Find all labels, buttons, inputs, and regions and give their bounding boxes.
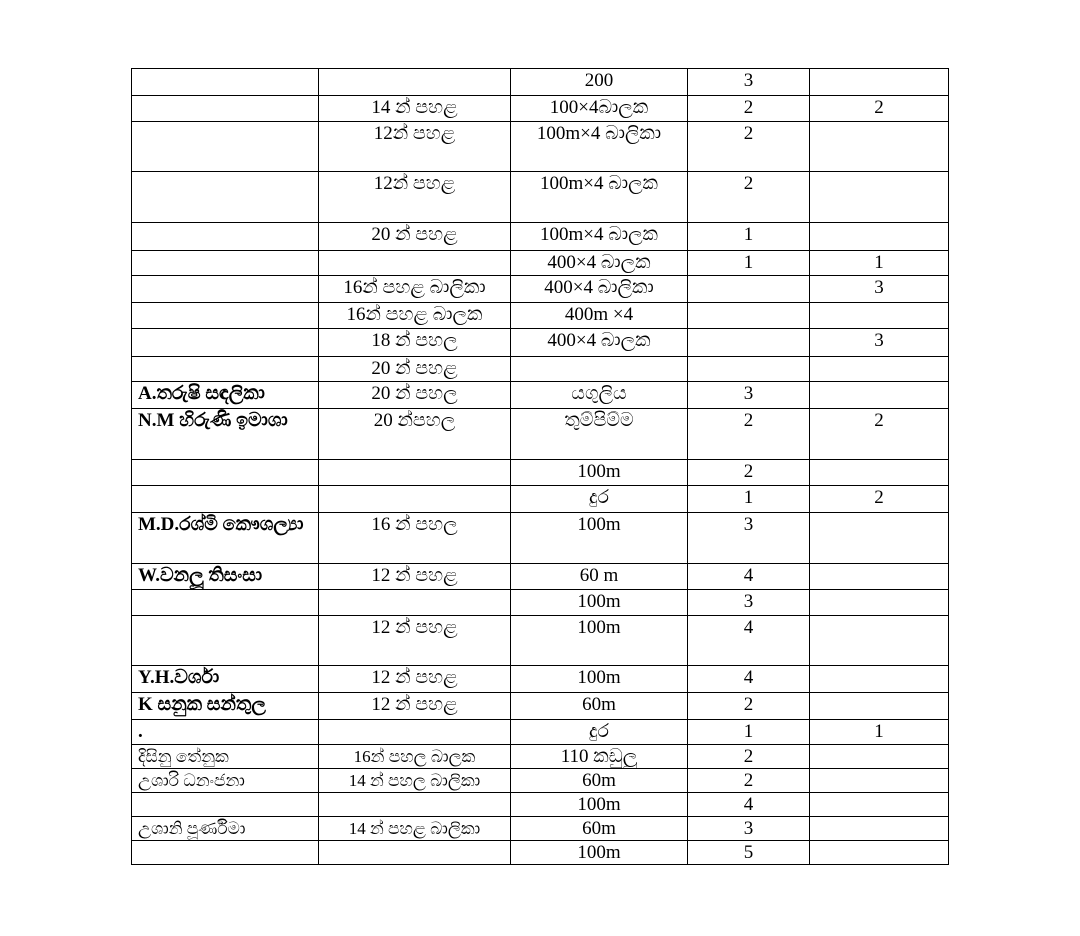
athlete-name-cell [132,460,319,486]
place-cell [688,303,810,329]
extra-place-cell [810,69,949,96]
age-group-cell: 16න් පහළ බාලිකා [319,276,511,303]
table-row [132,564,949,590]
extra-place-cell [810,564,949,590]
athlete-name-cell: K සනුක සන්තුල [132,693,319,720]
results-table-body [132,69,949,865]
extra-place-cell [810,122,949,172]
table-row [132,616,949,666]
place-cell: 4 [688,564,810,590]
place-cell: 3 [688,69,810,96]
event-cell: 100m [511,841,688,865]
extra-place-cell [810,616,949,666]
event-cell: 100m [511,590,688,616]
age-group-cell [319,69,511,96]
event-cell: තුම්පිම්ම [511,409,688,460]
event-cell: 400×4 බාලක [511,329,688,357]
place-cell: 1 [688,223,810,251]
event-cell: දුර [511,486,688,513]
athlete-name-cell [132,223,319,251]
athlete-name-cell: N.M හිරුණි ඉමාශා [132,409,319,460]
athlete-name-cell: උශානි පූර්ණිමා [132,817,319,841]
place-cell: 2 [688,693,810,720]
extra-place-cell [810,303,949,329]
table-row [132,409,949,460]
place-cell [688,276,810,303]
athlete-name-cell [132,96,319,122]
athlete-name-cell [132,486,319,513]
results-table [131,68,949,865]
table-row [132,841,949,865]
event-cell: 100m [511,460,688,486]
age-group-cell [319,720,511,745]
athlete-name-cell: M.D.රශ්මි කෞශල්‍යා [132,513,319,564]
event-cell: 60m [511,693,688,720]
extra-place-cell [810,223,949,251]
age-group-cell [319,486,511,513]
age-group-cell: 16න් පහළ බාලක [319,303,511,329]
athlete-name-cell: Y.H.වර්ශා [132,666,319,693]
extra-place-cell [810,841,949,865]
extra-place-cell: 1 [810,251,949,276]
athlete-name-cell: A.තරුෂි සඳලිකා [132,382,319,409]
extra-place-cell [810,793,949,817]
age-group-cell [319,460,511,486]
age-group-cell [319,251,511,276]
table-row [132,122,949,172]
table-row [132,223,949,251]
table-row [132,303,949,329]
athlete-name-cell: . [132,720,319,745]
event-cell: 400m ×4 [511,303,688,329]
place-cell: 4 [688,616,810,666]
age-group-cell [319,793,511,817]
place-cell [688,357,810,382]
extra-place-cell: 3 [810,276,949,303]
athlete-name-cell [132,841,319,865]
extra-place-cell [810,382,949,409]
table-row [132,793,949,817]
age-group-cell: 12 න් පහළ [319,616,511,666]
table-row [132,172,949,223]
athlete-name-cell [132,590,319,616]
table-row [132,251,949,276]
place-cell: 3 [688,513,810,564]
event-cell: 100×4බාලක [511,96,688,122]
event-cell: 100m [511,793,688,817]
event-cell: 100m×4 බාලක [511,223,688,251]
extra-place-cell [810,693,949,720]
event-cell [511,357,688,382]
age-group-cell: 16 න් පහල [319,513,511,564]
place-cell: 2 [688,745,810,769]
athlete-name-cell: උශාරි ධනංජනා [132,769,319,793]
table-row [132,513,949,564]
extra-place-cell [810,769,949,793]
athlete-name-cell [132,793,319,817]
event-cell: 60m [511,817,688,841]
athlete-name-cell [132,276,319,303]
extra-place-cell [810,513,949,564]
athlete-name-cell [132,122,319,172]
place-cell: 2 [688,122,810,172]
place-cell: 1 [688,720,810,745]
place-cell: 3 [688,382,810,409]
place-cell: 5 [688,841,810,865]
extra-place-cell: 2 [810,96,949,122]
place-cell: 1 [688,486,810,513]
place-cell: 3 [688,817,810,841]
age-group-cell: 20 න් පහල [319,382,511,409]
athlete-name-cell [132,616,319,666]
table-row [132,96,949,122]
extra-place-cell [810,666,949,693]
extra-place-cell [810,460,949,486]
age-group-cell: 20 න්පහල [319,409,511,460]
place-cell: 2 [688,409,810,460]
place-cell: 2 [688,769,810,793]
event-cell: 100m [511,666,688,693]
athlete-name-cell [132,357,319,382]
event-cell: 100m [511,616,688,666]
table-row [132,382,949,409]
table-row [132,460,949,486]
extra-place-cell [810,817,949,841]
table-row [132,276,949,303]
table-row [132,720,949,745]
place-cell: 2 [688,172,810,223]
event-cell: 100m×4 බාලිකා [511,122,688,172]
place-cell: 4 [688,666,810,693]
athlete-name-cell [132,69,319,96]
table-row [132,69,949,96]
place-cell: 4 [688,793,810,817]
event-cell: 110 කඩුලු [511,745,688,769]
age-group-cell [319,841,511,865]
table-row [132,817,949,841]
place-cell [688,329,810,357]
table-row [132,769,949,793]
extra-place-cell [810,590,949,616]
event-cell: 60m [511,769,688,793]
age-group-cell: 20 න් පහළ [319,223,511,251]
athlete-name-cell [132,303,319,329]
table-row [132,357,949,382]
athlete-name-cell: දිසිනු තේනුක [132,745,319,769]
table-row [132,693,949,720]
age-group-cell: 12න් පහළ [319,122,511,172]
extra-place-cell: 2 [810,486,949,513]
athlete-name-cell [132,329,319,357]
age-group-cell: 20 න් පහළ [319,357,511,382]
event-cell: 60 m [511,564,688,590]
age-group-cell: 14 න් පහල බාලිකා [319,769,511,793]
table-row [132,745,949,769]
age-group-cell: 12න් පහළ [319,172,511,223]
athlete-name-cell [132,251,319,276]
event-cell: 100m [511,513,688,564]
event-cell: 400×4 බාලක [511,251,688,276]
age-group-cell: 12 න් පහළ [319,693,511,720]
age-group-cell: 16න් පහල බාලක [319,745,511,769]
age-group-cell: 12 න් පහළ [319,564,511,590]
event-cell: දුර [511,720,688,745]
event-cell: 200 [511,69,688,96]
extra-place-cell: 1 [810,720,949,745]
age-group-cell: 14 න් පහළ බාලිකා [319,817,511,841]
event-cell: 100m×4 බාලක [511,172,688,223]
place-cell: 2 [688,96,810,122]
place-cell: 1 [688,251,810,276]
place-cell: 3 [688,590,810,616]
event-cell: යගුලිය [511,382,688,409]
age-group-cell: 18 න් පහල [319,329,511,357]
extra-place-cell [810,172,949,223]
athlete-name-cell: W.වනලූ තිසංසා [132,564,319,590]
table-row [132,590,949,616]
age-group-cell: 14 න් පහළ [319,96,511,122]
place-cell: 2 [688,460,810,486]
event-cell: 400×4 බාලිකා [511,276,688,303]
age-group-cell: 12 න් පහළ [319,666,511,693]
extra-place-cell: 3 [810,329,949,357]
extra-place-cell: 2 [810,409,949,460]
table-row [132,486,949,513]
extra-place-cell [810,357,949,382]
extra-place-cell [810,745,949,769]
age-group-cell [319,590,511,616]
table-row [132,329,949,357]
table-row [132,666,949,693]
athlete-name-cell [132,172,319,223]
